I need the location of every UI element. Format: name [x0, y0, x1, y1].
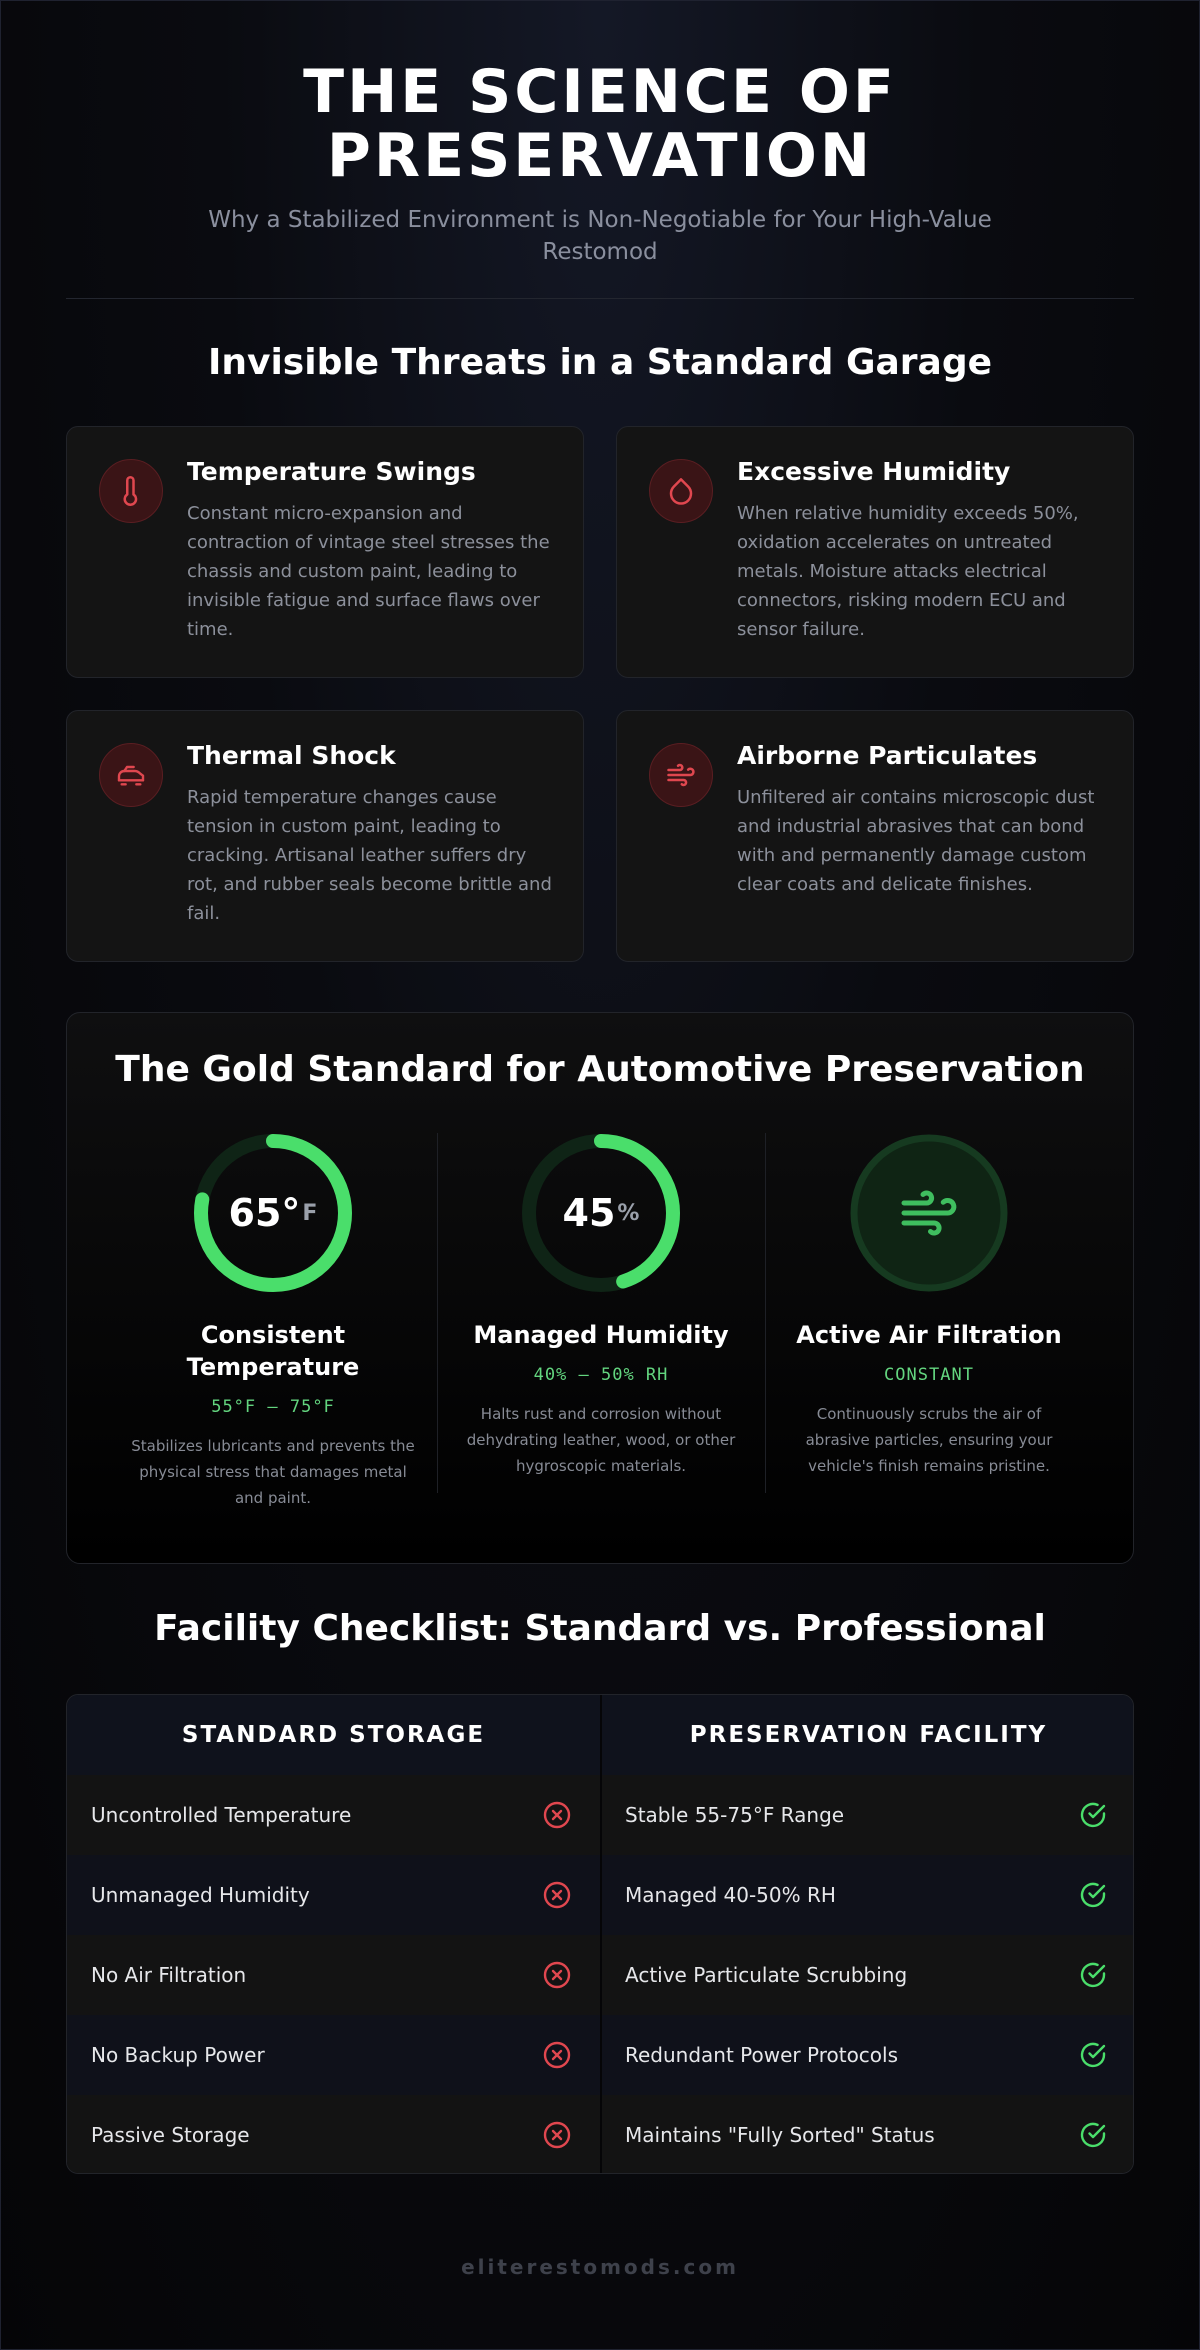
metric-air-filtration: [769, 1131, 1089, 1479]
threat-desc: When relative humidity exceeds 50%, oxidation accelerates on untreated metals. Moisture attacks electrical connectors, risking modern ECU and sensor failure.: [737, 503, 1079, 640]
x-circle-icon: [542, 2040, 572, 2070]
threat-desc: Unfiltered air contains microscopic dust and industrial abrasives that can bond with and permanently damage custom clear coats and delicate finishes.: [737, 787, 1095, 895]
standard-cell: Uncontrolled Temperature: [91, 1803, 352, 1827]
threat-desc: Constant micro-expansion and contraction of vintage steel stresses the chassis and custom paint, leading to invisible fatigue and surface flaws over time.: [187, 503, 550, 640]
humidity-gauge: [519, 1131, 683, 1295]
threat-name: Airborne Particulates: [737, 741, 1038, 770]
footer-domain: eliterestomods.com: [461, 2255, 739, 2279]
x-circle-icon: [542, 1880, 572, 1910]
metric-name: Consistent Temperature: [186, 1321, 360, 1381]
standard-cell: Unmanaged Humidity: [91, 1883, 310, 1907]
gauge-value: 45: [562, 1191, 616, 1235]
metric-name: Managed Humidity: [473, 1321, 729, 1349]
metric-range: CONSTANT: [884, 1365, 974, 1385]
metric-humidity: [441, 1131, 761, 1479]
car-icon: [99, 743, 163, 807]
standard-cell: No Backup Power: [91, 2043, 265, 2067]
gold-title: The Gold Standard for Automotive Preservation: [115, 1049, 1085, 1090]
gold-standard-panel: [66, 1012, 1134, 1564]
pro-cell: Maintains "Fully Sorted" Status: [625, 2123, 935, 2147]
threat-name: Thermal Shock: [187, 741, 396, 770]
checklist-table: [66, 1694, 1134, 2174]
wind-icon: [649, 743, 713, 807]
x-circle-icon: [542, 1800, 572, 1830]
threat-card-temperature: [66, 426, 584, 678]
checklist-title: Facility Checklist: Standard vs. Professional: [154, 1608, 1046, 1649]
threats-title: Invisible Threats in a Standard Garage: [207, 342, 993, 383]
threat-name: Temperature Swings: [187, 457, 476, 486]
pro-cell: Redundant Power Protocols: [625, 2043, 899, 2067]
metric-range: 40% – 50% RH: [533, 1365, 669, 1385]
x-circle-icon: [542, 2120, 572, 2150]
pro-cell: Stable 55-75°F Range: [625, 1803, 845, 1827]
gauge-unit: F: [302, 1200, 318, 1226]
metric-desc: Continuously scrubs the air of abrasive particles, ensuring your vehicle's finish remains pristine.: [805, 1405, 1053, 1475]
header: [66, 57, 1134, 268]
page-title: THE SCIENCE OF PRESERVATION: [303, 57, 897, 191]
metric-separator: [437, 1133, 438, 1493]
standard-cell: Passive Storage: [91, 2123, 250, 2147]
check-circle-icon: [1078, 1880, 1108, 1910]
threat-desc: Rapid temperature changes cause tension in custom paint, leading to cracking. Artisanal leather suffers dry rot, and rubber seals become brittle and fail.: [187, 787, 552, 924]
threat-name: Excessive Humidity: [737, 457, 1011, 486]
temperature-gauge: [191, 1131, 355, 1295]
metric-name: Active Air Filtration: [796, 1321, 1062, 1349]
threat-card-humidity: [616, 426, 1134, 678]
metric-separator: [765, 1133, 766, 1493]
x-circle-icon: [542, 1960, 572, 1990]
page-subtitle: Why a Stabilized Environment is Non-Negotiable for Your High-Value Restomod: [208, 207, 992, 265]
pro-header: PRESERVATION FACILITY: [602, 1695, 1134, 1775]
standard-cell: No Air Filtration: [91, 1963, 247, 1987]
column-separator: [600, 1695, 602, 2174]
pro-cell: Managed 40-50% RH: [625, 1883, 836, 1907]
gauge-unit: %: [617, 1200, 640, 1226]
gauge-value: 65°: [228, 1191, 301, 1235]
header-divider: [66, 298, 1134, 299]
metric-desc: Stabilizes lubricants and prevents the physical stress that damages metal and paint.: [131, 1437, 415, 1507]
droplet-icon: [649, 459, 713, 523]
metric-desc: Halts rust and corrosion without dehydrating leather, wood, or other hygroscopic materials.: [466, 1405, 736, 1475]
check-circle-icon: [1078, 1800, 1108, 1830]
threat-card-thermal-shock: [66, 710, 584, 962]
check-circle-icon: [1078, 1960, 1108, 1990]
threat-card-particulates: [616, 710, 1134, 962]
metric-range: 55°F – 75°F: [211, 1397, 335, 1417]
check-circle-icon: [1078, 2040, 1108, 2070]
pro-cell: Active Particulate Scrubbing: [625, 1963, 908, 1987]
standard-header: STANDARD STORAGE: [67, 1695, 600, 1775]
thermometer-icon: [99, 459, 163, 523]
metric-temperature: [113, 1131, 433, 1511]
wind-icon: [847, 1131, 1011, 1295]
check-circle-icon: [1078, 2120, 1108, 2150]
